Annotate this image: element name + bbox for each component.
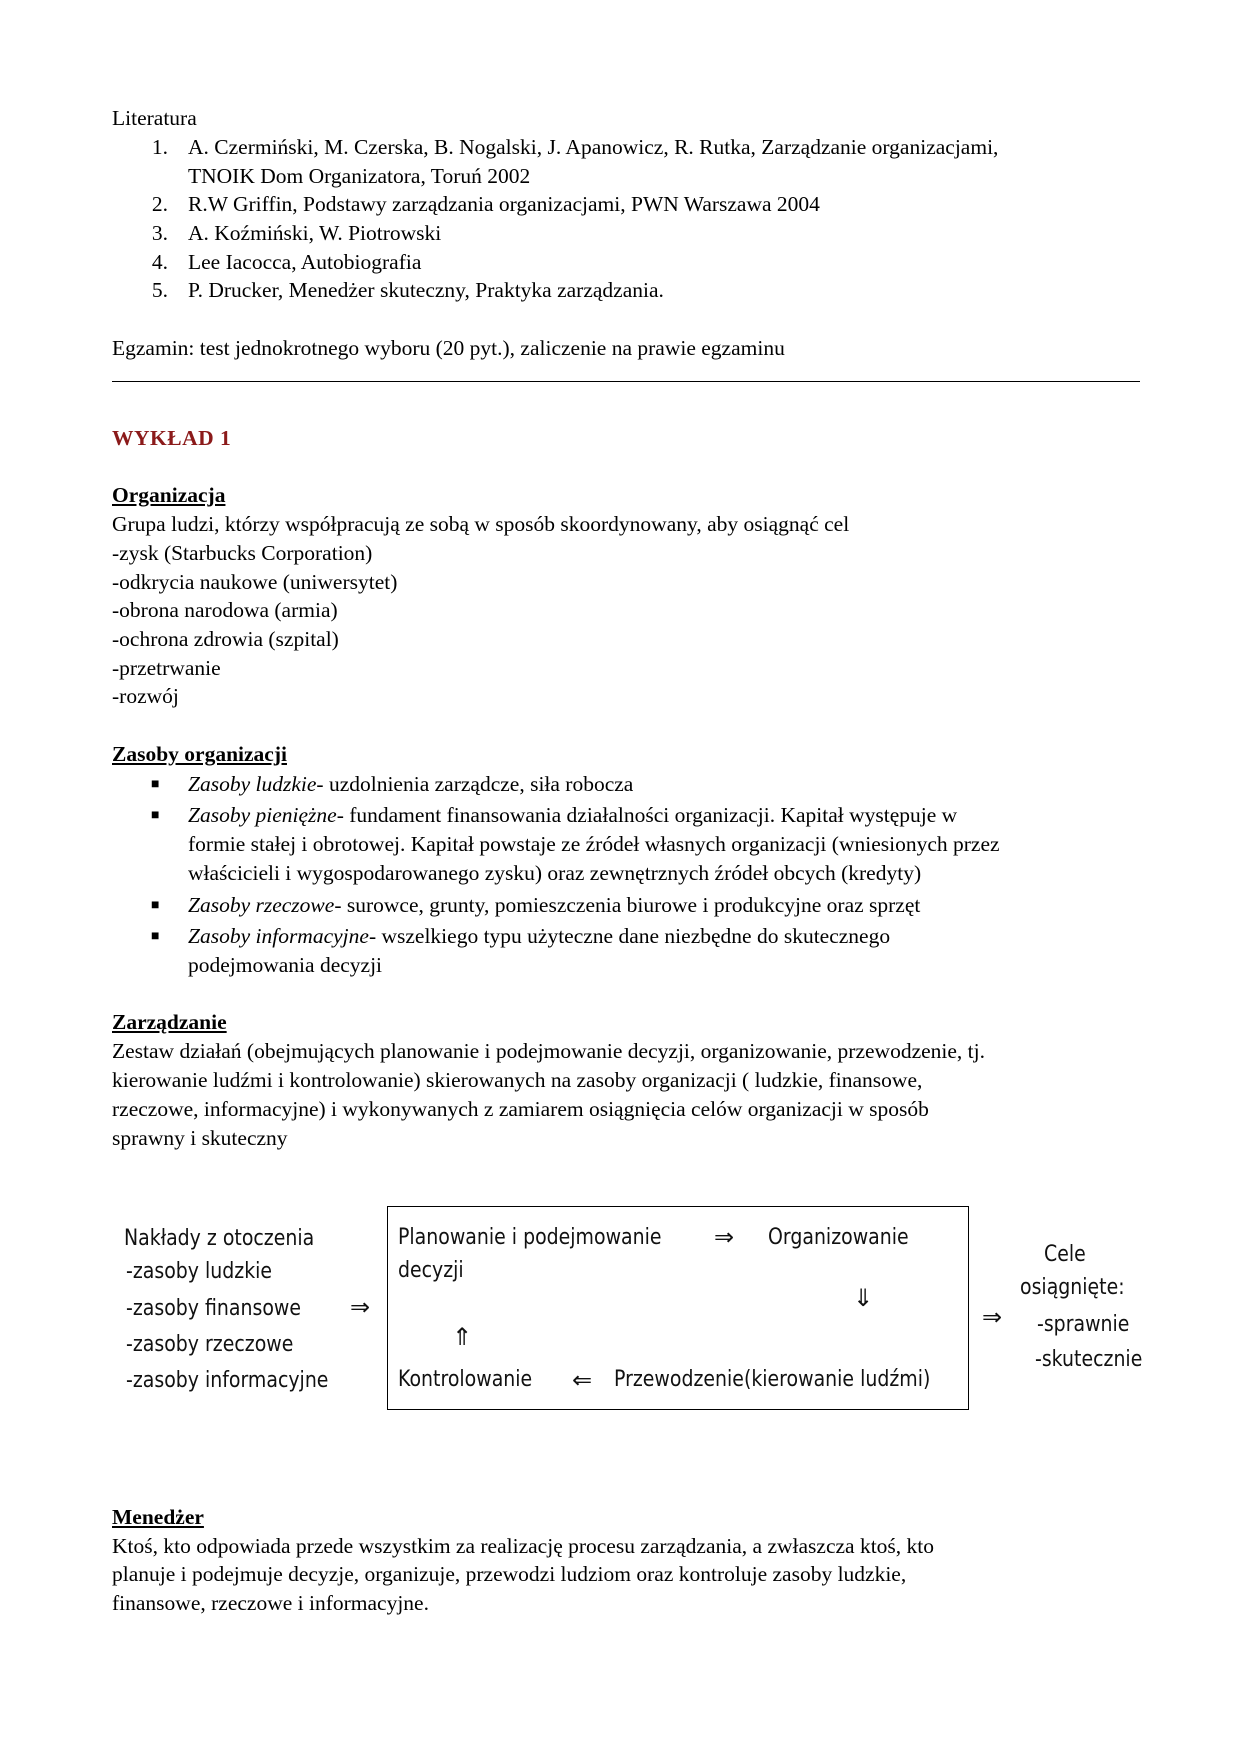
diagram-kontrolowanie: Kontrolowanie xyxy=(398,1367,533,1392)
zarzadzanie-text: Zestaw działań (obejmujących planowanie i podejmowanie decyzji, organizowanie, przewodzenie, tj. xyxy=(112,1039,985,1063)
list-number: 3. xyxy=(151,221,168,245)
literature-item-1: A. Czermiński, M. Czerska, B. Nogalski, J. Apanowicz, R. Rutka, Zarządzanie organizacjami, xyxy=(188,135,999,159)
diagram-input-item: -zasoby finansowe xyxy=(126,1296,302,1321)
list-number: 4. xyxy=(151,250,168,274)
section-heading-zarzadzanie: Zarządzanie xyxy=(112,1010,227,1034)
list-number: 2. xyxy=(151,192,168,216)
literature-item-2: R.W Griffin, Podstawy zarządzania organizacjami, PWN Warszawa 2004 xyxy=(188,192,820,216)
section-heading-zasoby: Zasoby organizacji xyxy=(112,742,287,766)
bullet-icon: ■ xyxy=(151,777,160,792)
arrow-right-icon: ⇒ xyxy=(350,1293,371,1321)
diagram-planowanie: Planowanie i podejmowanie xyxy=(398,1225,662,1250)
diagram-inputs-title: Nakłady z otoczenia xyxy=(124,1226,315,1251)
diagram-input-item: -zasoby informacyjne xyxy=(126,1368,329,1393)
menedzer-text: Ktoś, kto odpowiada przede wszystkim za realizację procesu zarządzania, a zwłaszcza ktoś, kto xyxy=(112,1534,935,1558)
zasoby-item-pieniezne-cont: formie stałej i obrotowej. Kapitał powstaje ze źródeł własnych organizacji (wniesionych przez xyxy=(188,832,1000,856)
bullet-icon: ■ xyxy=(151,808,160,823)
literature-item-5: P. Drucker, Menedżer skuteczny, Praktyka zarządzania. xyxy=(188,278,664,302)
zasoby-item-rzeczowe: Zasoby rzeczowe- surowce, grunty, pomieszczenia biurowe i produkcyjne oraz sprzęt xyxy=(188,893,921,917)
bullet-icon: ■ xyxy=(151,898,160,913)
zarzadzanie-text: sprawny i skuteczny xyxy=(112,1126,288,1150)
section-heading-organizacja: Organizacja xyxy=(112,483,226,507)
zasoby-item-pieniezne: Zasoby pieniężne- fundament finansowania działalności organizacji. Kapitał występuje w xyxy=(188,803,958,827)
organizacja-item: -odkrycia naukowe (uniwersytet) xyxy=(112,570,398,594)
section-heading-menedzer: Menedżer xyxy=(112,1505,204,1529)
literature-item-4: Lee Iacocca, Autobiografia xyxy=(188,250,422,274)
diagram-cele-cont: osiągnięte: xyxy=(1020,1275,1125,1300)
diagram-cele-item: -sprawnie xyxy=(1037,1312,1130,1337)
arrow-up-icon: ⇑ xyxy=(452,1323,473,1351)
diagram-planowanie-cont: decyzji xyxy=(398,1258,464,1283)
exam-info: Egzamin: test jednokrotnego wyboru (20 pyt.), zaliczenie na prawie egzaminu xyxy=(112,336,785,360)
zasoby-item-pieniezne-cont: właścicieli i wygospodarowanego zysku) oraz zewnętrznych źródeł obcych (kredyty) xyxy=(188,861,922,885)
organizacja-definition: Grupa ludzi, którzy współpracują ze sobą w sposób skoordynowany, aby osiągnąć cel xyxy=(112,512,850,536)
diagram-przewodzenie: Przewodzenie(kierowanie ludźmi) xyxy=(614,1367,931,1392)
literature-item-3: A. Koźmiński, W. Piotrowski xyxy=(188,221,442,245)
list-number: 5. xyxy=(151,278,168,302)
menedzer-text: finansowe, rzeczowe i informacyjne. xyxy=(112,1591,429,1615)
zasoby-item-informacyjne-cont: podejmowania decyzji xyxy=(188,953,383,977)
horizontal-divider xyxy=(112,381,1140,382)
zasoby-item-informacyjne: Zasoby informacyjne- wszelkiego typu użyteczne dane niezbędne do skutecznego xyxy=(188,924,891,948)
diagram-cele: Cele xyxy=(1044,1242,1086,1267)
list-number: 1. xyxy=(151,135,168,159)
menedzer-text: planuje i podejmuje decyzje, organizuje, przewodzi ludziom oraz kontroluje zasoby ludzkie, xyxy=(112,1562,907,1586)
zasoby-item-ludzkie: Zasoby ludzkie- uzdolnienia zarządcze, siła robocza xyxy=(188,772,634,796)
organizacja-item: -zysk (Starbucks Corporation) xyxy=(112,541,373,565)
arrow-right-icon: ⇒ xyxy=(982,1303,1003,1331)
literature-title: Literatura xyxy=(112,106,197,130)
organizacja-item: -przetrwanie xyxy=(112,656,221,680)
bullet-icon: ■ xyxy=(151,929,160,944)
zarzadzanie-text: rzeczowe, informacyjne) i wykonywanych z zamiarem osiągnięcia celów organizacji w sposób xyxy=(112,1097,929,1121)
zarzadzanie-text: kierowanie ludźmi i kontrolowanie) skierowanych na zasoby organizacji ( ludzkie, finansowe, xyxy=(112,1068,923,1092)
organizacja-item: -ochrona zdrowia (szpital) xyxy=(112,627,339,651)
arrow-down-icon: ⇓ xyxy=(853,1284,874,1312)
organizacja-item: -rozwój xyxy=(112,684,179,708)
diagram-input-item: -zasoby rzeczowe xyxy=(126,1332,294,1357)
arrow-right-icon: ⇒ xyxy=(714,1223,735,1251)
organizacja-item: -obrona narodowa (armia) xyxy=(112,598,338,622)
arrow-left-icon: ⇐ xyxy=(572,1366,593,1394)
diagram-organizowanie: Organizowanie xyxy=(768,1225,909,1250)
literature-item-1-cont: TNOIK Dom Organizatora, Toruń 2002 xyxy=(188,164,531,188)
diagram-cele-item: -skutecznie xyxy=(1035,1347,1143,1372)
lecture-title: WYKŁAD 1 xyxy=(112,426,232,450)
diagram-input-item: -zasoby ludzkie xyxy=(126,1259,273,1284)
